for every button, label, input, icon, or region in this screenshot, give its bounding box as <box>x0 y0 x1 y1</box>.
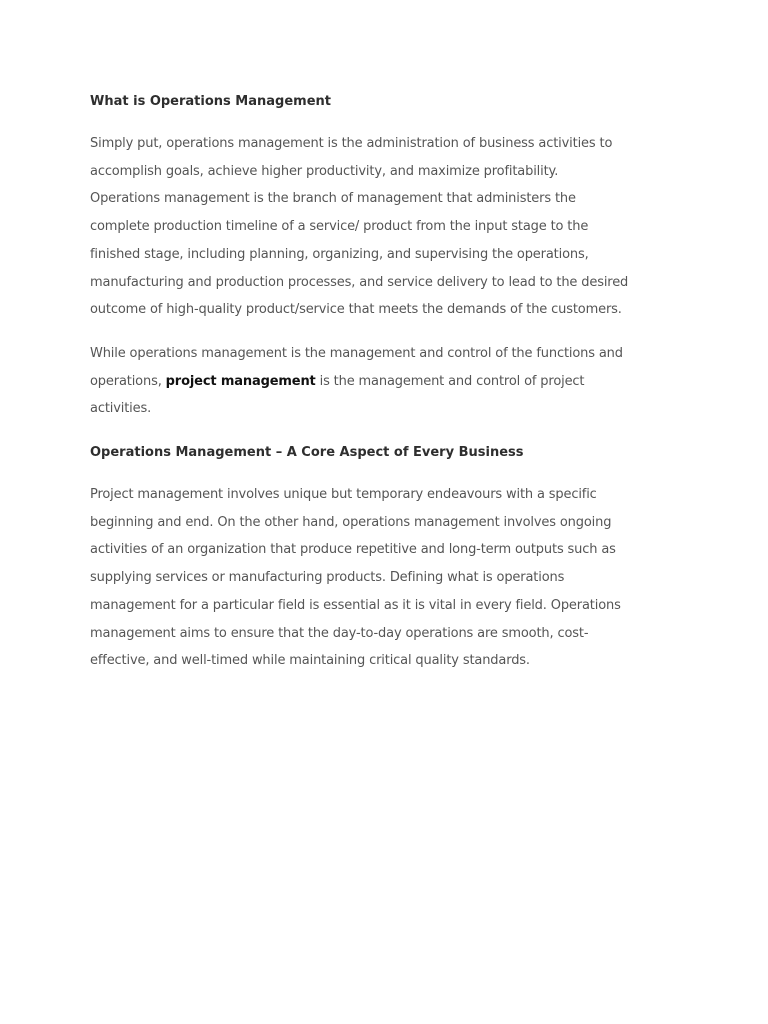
paragraph-line: accomplish goals, achieve higher productivity, and maximize profitability. <box>90 163 559 179</box>
project-management-link[interactable]: project management <box>165 373 316 389</box>
paragraph-line: management aims to ensure that the day-to-day operations are smooth, cost- <box>90 625 589 641</box>
paragraph-line: management for a particular field is essential as it is vital in every field. Operations <box>90 597 621 613</box>
section-heading-core-aspect: Operations Management – A Core Aspect of Every Business <box>90 445 524 461</box>
paragraph-line-with-link <box>90 368 686 396</box>
paragraph-text: operations, <box>90 373 166 389</box>
paragraph-line: supplying services or manufacturing products. Defining what is operations <box>90 570 565 586</box>
paragraph-line: activities. <box>90 401 152 417</box>
paragraph-line: beginning and end. On the other hand, operations management involves ongoing <box>90 514 612 530</box>
paragraph-line: finished stage, including planning, organizing, and supervising the operations, <box>90 246 589 262</box>
paragraph-line: manufacturing and production processes, and service delivery to lead to the desired <box>90 274 629 290</box>
paragraph-project-vs-operations <box>90 481 686 675</box>
section-heading-what-is-operations-management: What is Operations Management <box>90 94 331 109</box>
paragraph-line: Project management involves unique but temporary endeavours with a specific <box>90 487 597 503</box>
paragraph-definition <box>90 130 686 324</box>
paragraph-comparison <box>90 340 686 423</box>
paragraph-line: While operations management is the management and control of the functions and <box>90 345 623 361</box>
paragraph-line: Simply put, operations management is the administration of business activities to <box>90 136 613 151</box>
paragraph-text: is the management and control of project <box>315 373 585 389</box>
paragraph-line: effective, and well-timed while maintaining critical quality standards. <box>90 653 530 669</box>
paragraph-line: activities of an organization that produce repetitive and long-term outputs such as <box>90 542 616 558</box>
paragraph-line: complete production timeline of a service/ product from the input stage to the <box>90 219 589 235</box>
paragraph-line: Operations management is the branch of management that administers the <box>90 191 576 207</box>
paragraph-line: outcome of high-quality product/service that meets the demands of the customers. <box>90 302 622 318</box>
document-body <box>90 88 686 675</box>
